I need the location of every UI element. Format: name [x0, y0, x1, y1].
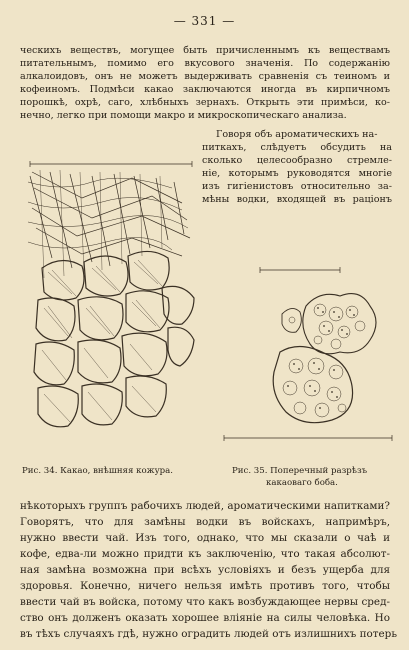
text-line: питательнымъ, помимо его вкусового значенія. По содержанію	[20, 58, 390, 69]
figure-35-illustration	[220, 262, 398, 452]
figure-34-caption: Рис. 34. Какао, внѣшняя кожура.	[22, 466, 173, 476]
text-line: мѣны водки, входящей въ раціонъ	[202, 194, 392, 205]
text-line: кофе, едва-ли можно придти къ заключенію, что такая абсолют-	[20, 548, 390, 560]
text-line: порошкѣ, охрѣ, саго, хлѣбныхъ зернахъ. Открыть эти примѣси, ко-	[20, 97, 390, 108]
text-line: изъ гигіенистовъ относительно за-	[202, 181, 392, 192]
figure-35-caption-line-1: Рис. 35. Поперечный разрѣзъ	[232, 466, 368, 476]
page-number: — 331 —	[173, 14, 236, 28]
text-line: алкалоидовъ, онъ не можетъ выдерживать сравненія съ теиномъ и	[20, 71, 390, 82]
text-line: питкахъ, слѣдуетъ обсудить на	[202, 142, 392, 153]
figure-35-caption-line-2: какаоваго боба.	[266, 478, 338, 488]
text-line: въ тѣхъ случаяхъ гдѣ, нужно оградить людей отъ излишнихъ потерь	[20, 628, 397, 640]
text-line: здоровья. Конечно, ничего нельзя имѣть противъ того, чтобы	[20, 580, 390, 592]
text-line: Говоря объ ароматическихъ на-	[216, 129, 378, 140]
text-line: ввести чай въ войска, потому что какъ возбуждающее нервы сред-	[20, 596, 390, 608]
text-line: сколько целесообразно стремле-	[202, 155, 392, 166]
text-line: ная замѣна возможна при всѣхъ условіяхъ и безъ ущерба для	[20, 564, 390, 576]
text-line: нѣкоторыхъ группъ рабочихъ людей, ароматическими напитками?	[20, 500, 390, 512]
text-line: кофеиномъ. Подмѣси какао заключаются иногда въ кирпичномъ	[20, 84, 390, 95]
text-line: нечно, легко при помощи макро и микроскопическаго анализа.	[20, 110, 347, 121]
text-line: ніе, которымъ руководятся многіе	[202, 168, 392, 179]
text-line: ческихъ веществъ, могущее быть причисленнымъ къ веществамъ	[20, 45, 390, 56]
figure-34-illustration	[22, 158, 202, 448]
text-line: ство онъ долженъ оказать хорошее вліяніе на силы человѣка. Но	[20, 612, 390, 624]
text-line: Говорятъ, что для замѣны водки въ войскахъ, напримѣръ,	[20, 516, 390, 528]
text-line: нужно ввести чай. Изъ того, однако, что мы сказали о чаѣ и	[20, 532, 390, 544]
